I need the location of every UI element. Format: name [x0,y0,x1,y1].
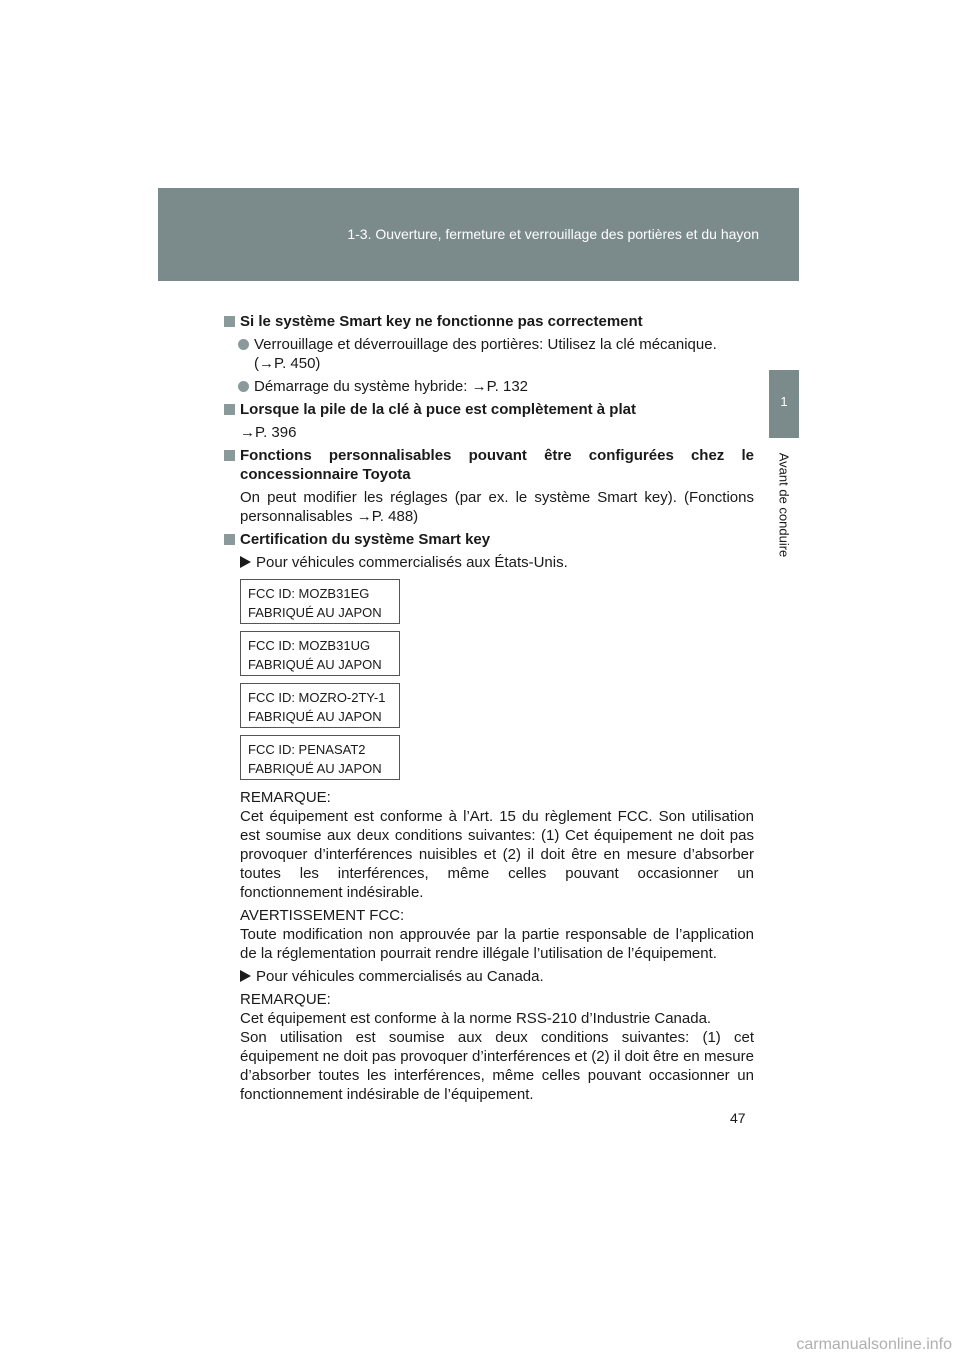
chapter-side-tab [769,370,799,438]
triangle-arrow-icon [240,556,251,568]
section-heading: Certification du système Smart key [222,530,754,549]
bullet-item: Démarrage du système hybride: →P. 132 [222,377,754,396]
chapter-header-band [158,188,799,281]
square-bullet-icon [224,534,235,545]
fcc-id-box: FCC ID: MOZRO-2TY-1 FABRIQUÉ AU JAPON [240,683,400,728]
chapter-title: 1-3. Ouverture, fermeture et verrouillage des portières et du hayon [347,226,759,242]
square-bullet-icon [224,404,235,415]
watermark: carmanualsonline.info [796,1336,952,1353]
canada-notice: REMARQUE: Cet équipement est conforme à la norme RSS-210 d’Industrie Canada. Son utilisation est soumise aux deux conditions suivantes: (1) cet équipement ne doit pas provoquer d’interférences et (2) il doit être en mesure d’absorber toutes les interférences, même celles pouvant occasionner un fonctionnement indésirable de l’équipement. [240,991,754,1103]
round-bullet-icon [238,339,249,350]
section-text: On peut modifier les réglages (par ex. le système Smart key). (Fonctions personnalisables →P. 488) [240,489,754,525]
fcc-notice: REMARQUE: Cet équipement est conforme à l’Art. 15 du règlement FCC. Son utilisation est soumise aux deux conditions suivantes: (1) Cet équipement ne doit pas provoquer d’interférences nuisibles et (2) il doit être en mesure d’absorber toutes les interférences, même celles pouvant occasionner un fonctionnement indésirable. [240,789,754,901]
section-heading: Lorsque la pile de la clé à puce est complètement à plat [222,400,754,419]
triangle-arrow-icon [240,970,251,982]
market-label-canada: Pour véhicules commercialisés au Canada. [222,967,754,986]
chapter-side-label: Avant de conduire [776,452,792,558]
fcc-id-list [222,579,754,780]
section-heading: Fonctions personnalisables pouvant être configurées chez le concessionnaire Toyota [222,446,754,484]
fcc-id-box: FCC ID: MOZB31EG FABRIQUÉ AU JAPON [240,579,400,624]
page-reference: →P. 396 [240,424,297,441]
bullet-item: Verrouillage et déverrouillage des portières: Utilisez la clé mécanique. (→P. 450) [222,335,754,373]
fcc-id-box: FCC ID: MOZB31UG FABRIQUÉ AU JAPON [240,631,400,676]
section-heading: Si le système Smart key ne fonctionne pas correctement [222,312,754,331]
page-number: 47 [730,1110,746,1126]
page-content [222,312,754,1108]
fcc-warning: AVERTISSEMENT FCC: Toute modification non approuvée par la partie responsable de l’application de la réglementation pourrait rendre illégale l’utilisation de l’équipement. [240,907,754,962]
round-bullet-icon [238,381,249,392]
market-label-us: Pour véhicules commercialisés aux États-Unis. [222,553,754,572]
square-bullet-icon [224,316,235,327]
fcc-id-box: FCC ID: PENASAT2 FABRIQUÉ AU JAPON [240,735,400,780]
square-bullet-icon [224,450,235,461]
chapter-number: 1 [780,394,788,409]
